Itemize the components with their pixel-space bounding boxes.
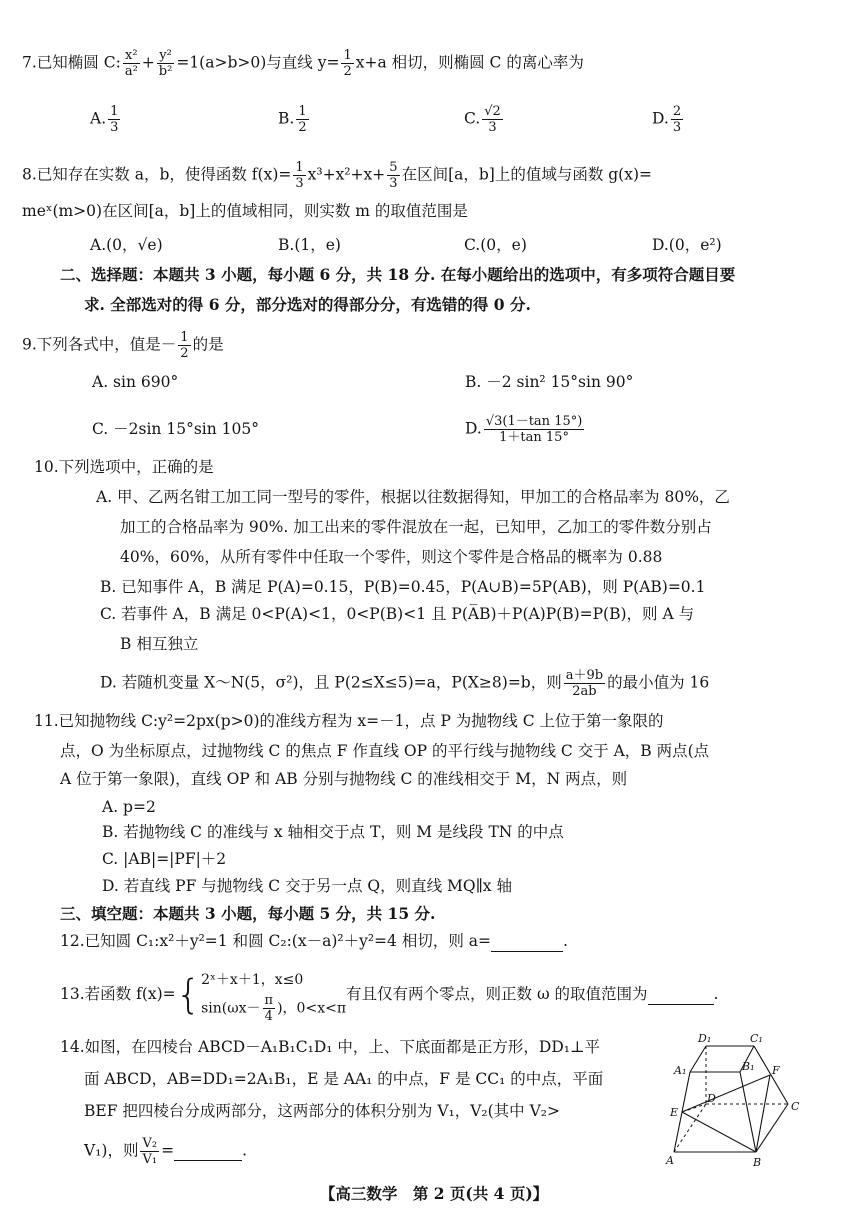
q14-stem-line4: V₁)，则 $\frac{\text{V₂}}{\text{V₁}}$ = .: [84, 1136, 248, 1167]
section2-heading-line1: 二、选择题：本题共 3 小题，每小题 6 分，共 18 分. 在每小题给出的选项中，有多项符合题目要: [60, 265, 736, 284]
piecewise-cases: 2ˣ＋x＋1，x≤0 sin(ωx－ $\frac{\pi}{4}$ )，0<x<π: [201, 971, 347, 1024]
q9-option-b: B. －2 sin² 15°sin 90°: [465, 373, 634, 391]
line-slope-fraction: $\frac{1}{2}$: [343, 48, 352, 79]
q13-answer-blank[interactable]: [648, 986, 714, 1005]
piecewise-brace: {: [175, 972, 202, 1018]
q14-stem-line2: 面 ABCD，AB=DD₁=2A₁B₁，E 是 AA₁ 的中点，F 是 CC₁ 的中点，平面: [84, 1070, 604, 1088]
q11-option-b: B. 若抛物线 C 的准线与 x 轴相交于点 T，则 M 是线段 TN 的中点: [102, 823, 564, 841]
label-b: B: [753, 1156, 762, 1169]
edge-eb: [682, 1112, 756, 1152]
edge-bf: [756, 1075, 770, 1152]
q10-option-c-line1: C. 若事件 A，B 满足 0<P(A)<1，0<P(B)<1 且 P(A̅B)＋P(A)P(B)=P(B)，则 A 与: [100, 605, 695, 623]
q9-option-a: A. sin 690°: [92, 373, 179, 391]
edge-ef: [682, 1075, 770, 1112]
q10-option-b: B. 已知事件 A，B 满足 P(A)=0.15，P(B)=0.45，P(A∪B)=5P(AB)，则 P(AB)=0.1: [100, 578, 706, 596]
ellipse-y-fraction: $\frac{\text{y²}}{\text{b²}}$: [158, 48, 173, 79]
q9-stem: 9.下列各式中，值是－ $\frac{1}{2}$ 的是: [22, 330, 224, 361]
q11-stem-line1: 11.已知抛物线 C:y²=2px(p>0)的准线方程为 x=－1，点 P 为抛物线 C 上位于第一象限的: [34, 712, 664, 730]
q10-stem: 10.下列选项中，正确的是: [34, 458, 214, 476]
page-footer: 【高三数学 第 2 页(共 4 页)】: [319, 1184, 549, 1203]
q12-answer-blank[interactable]: [491, 933, 563, 952]
q7-option-c: C. $\frac{√2}{3}$: [464, 104, 501, 135]
label-d1: D₁: [698, 1032, 712, 1045]
q9-option-c: C. －2sin 15°sin 105°: [92, 420, 259, 438]
q11-stem-line2: 点，O 为坐标原点，过抛物线 C 的焦点 F 作直线 OP 的平行线与抛物线 C 交于 A，B 两点(点: [60, 742, 710, 760]
section2-heading-line2: 求. 全部选对的得 6 分，部分选对的得部分分，有选错的得 0 分.: [84, 295, 531, 314]
edge-c1c: [754, 1046, 788, 1104]
q7-option-d: D. $\frac{2}{3}$: [652, 104, 682, 135]
q10-option-a-line1: A. 甲、乙两名钳工加工同一型号的零件，根据以往数据得知，甲加工的合格品率为 80%，乙: [96, 488, 730, 506]
label-b1: B₁: [742, 1060, 755, 1073]
frustum-edges: [674, 1046, 788, 1152]
label-a: A: [666, 1154, 674, 1167]
edge-a1d1: [690, 1046, 706, 1072]
q10-option-a-line2: 加工的合格品率为 90%. 加工出来的零件混放在一起，已知甲，乙加工的零件数分别占: [120, 518, 712, 536]
label-c1: C₁: [750, 1032, 763, 1045]
q7-stem: 7.已知椭圆 C: $\frac{\text{x²}}{\text{a²}}$ + $\frac{\text{y²}}{\text{b²}}$ =1(a>b>0)与直线 y= $\frac{1}{2}$ x+a 相切，则椭圆 C 的离心率为: [22, 48, 584, 79]
q8-stem-line1: 8.已知存在实数 a，b，使得函数 f(x)= $\frac{1}{3}$ x³+x²+x+ $\frac{5}{3}$ 在区间[a，b]上的值域与函数 g(x)=: [22, 160, 652, 191]
frustum-figure: [660, 1030, 812, 1172]
q10-option-d: D. 若随机变量 X～N(5，σ²)，且 P(2≤X≤5)=a，P(X≥8)=b，则 $\frac{a+9b}{2ab}$ 的最小值为 16: [100, 668, 710, 699]
q13-stem: 13.若函数 f(x)={ 2ˣ＋x＋1，x≤0 sin(ωx－ $\frac{\pi}{4}$ )，0<x<π 有且仅有两个零点，则正数 ω 的取值范围为 .: [60, 964, 718, 1024]
q11-option-d: D. 若直线 PF 与抛物线 C 交于另一点 Q，则直线 MQ∥x 轴: [102, 877, 512, 895]
q11-stem-line3: A 位于第一象限)，直线 OP 和 AB 分别与抛物线 C 的准线相交于 M，N 两点，则: [60, 770, 628, 788]
q12-stem: 12.已知圆 C₁:x²＋y²=1 和圆 C₂:(x－a)²＋y²=4 相切，则 a= .: [60, 932, 568, 950]
q10-option-c-line2: B 相互独立: [120, 635, 199, 653]
q8-option-d: D.(0，e²): [652, 236, 722, 254]
q8-stem-line2: meˣ(m>0)在区间[a，b]上的值域相同，则实数 m 的取值范围是: [22, 202, 468, 220]
q7-option-a: A. $\frac{1}{3}$: [90, 104, 119, 135]
label-f: F: [772, 1064, 780, 1077]
q8-option-c: C.(0，e): [464, 236, 527, 254]
q11-option-c: C. |AB|=|PF|＋2: [102, 850, 227, 868]
label-d: D: [707, 1092, 716, 1105]
q8-option-a: A.(0，√e): [90, 236, 163, 254]
section3-heading: 三、填空题：本题共 3 小题，每小题 5 分，共 15 分.: [60, 904, 436, 923]
label-e: E: [670, 1106, 679, 1119]
label-a1: A₁: [674, 1064, 687, 1077]
q10-option-a-line3: 40%，60%，从所有零件中任取一个零件，则这个零件是合格品的概率为 0.88: [120, 548, 663, 566]
q14-stem-line3: BEF 把四棱台分成两部分，这两部分的体积分别为 V₁，V₂(其中 V₂>: [84, 1102, 560, 1120]
q14-answer-blank[interactable]: [174, 1142, 242, 1161]
frustum-hidden-edges: [674, 1046, 788, 1152]
q14-stem-line1: 14.如图，在四棱台 ABCD－A₁B₁C₁D₁ 中，上、下底面都是正方形，DD₁⊥平: [60, 1038, 601, 1056]
ellipse-x-fraction: $\frac{\text{x²}}{\text{a²}}$: [124, 48, 138, 79]
q8-option-b: B.(1，e): [278, 236, 341, 254]
q11-option-a: A. p=2: [102, 798, 156, 816]
q9-option-d: D. $\frac{√3(1-\tan 15^\circ)}{1+\tan 15^\circ}$: [465, 414, 583, 445]
label-c: C: [791, 1100, 800, 1113]
q7-option-b: B. $\frac{1}{2}$: [278, 104, 307, 135]
